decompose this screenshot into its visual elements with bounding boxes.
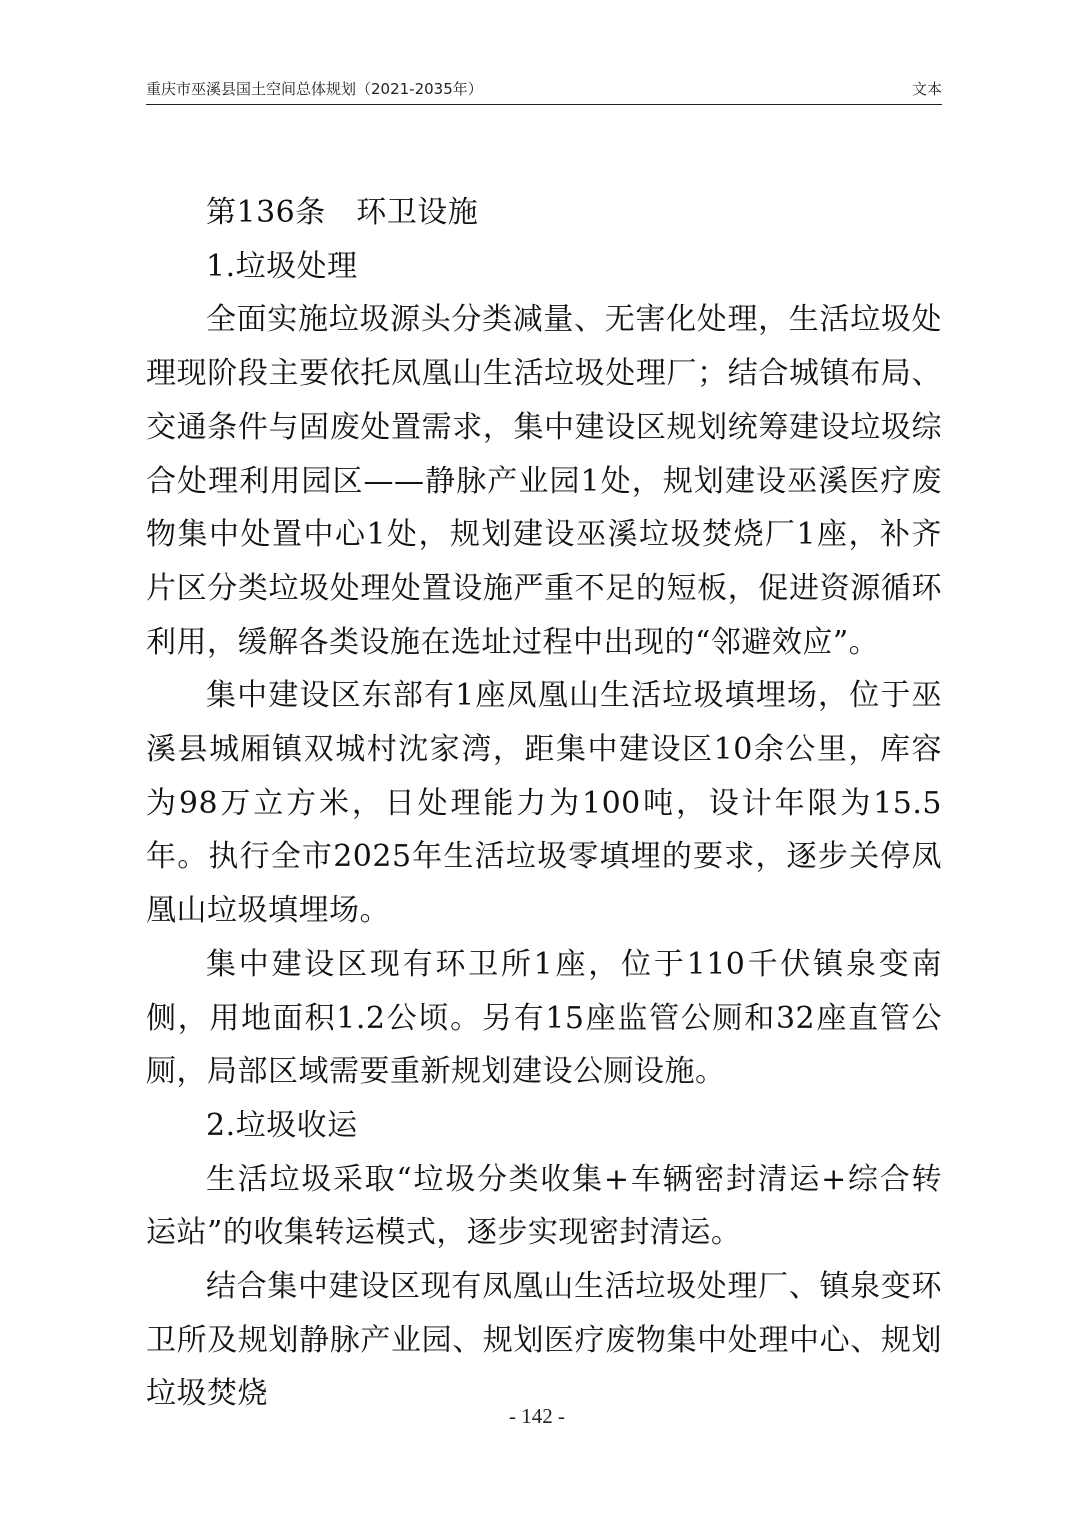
page-header — [146, 76, 942, 105]
body-paragraph: 全面实施垃圾源头分类减量、无害化处理，生活垃圾处理现阶段主要依托凤凰山生活垃圾处理厂；结合城镇布局、交通条件与固废处置需求，集中建设区规划统筹建设垃圾综合处理利用园区——静脉产业园1处，规划建设巫溪医疗废物集中处置中心1处，规划建设巫溪垃圾焚烧厂1座，补齐片区分类垃圾处理处置设施严重不足的短板，促进资源循环利用，缓解各类设施在选址过程中出现的“邻避效应”。 — [146, 302, 942, 660]
subheading-garbage-collection: 2.垃圾收运 — [206, 1107, 358, 1143]
document-type-label: 文本 — [911, 80, 942, 98]
page-number: - 142 - — [509, 1404, 565, 1428]
body-paragraph: 集中建设区东部有1座凤凰山生活垃圾填埋场，位于巫溪县城厢镇双城村沈家湾，距集中建设区10余公里，库容为98万立方米，日处理能力为100吨，设计年限为15.5年。执行全市2025年生活垃圾零填埋的要求，逐步关停凤凰山垃圾填埋场。 — [146, 678, 942, 929]
body-paragraph: 集中建设区现有环卫所1座，位于110千伏镇泉变南侧，用地面积1.2公顷。另有15座监管公厕和32座直管公厕，局部区域需要重新规划建设公厕设施。 — [146, 946, 942, 1090]
document-body — [146, 186, 942, 1421]
body-paragraph: 生活垃圾采取“垃圾分类收集+车辆密封清运+综合转运站”的收集转运模式，逐步实现密封清运。 — [146, 1161, 942, 1251]
subheading-garbage-treatment: 1.垃圾处理 — [206, 248, 358, 284]
document-title: 重庆市巫溪县国土空间总体规划（2021-2035年） — [146, 80, 483, 98]
section-heading: 第136条 环卫设施 — [206, 195, 479, 230]
body-paragraph: 结合集中建设区现有凤凰山生活垃圾处理厂、镇泉变环卫所及规划静脉产业园、规划医疗废物集中处理中心、规划垃圾焚烧 — [146, 1269, 942, 1412]
